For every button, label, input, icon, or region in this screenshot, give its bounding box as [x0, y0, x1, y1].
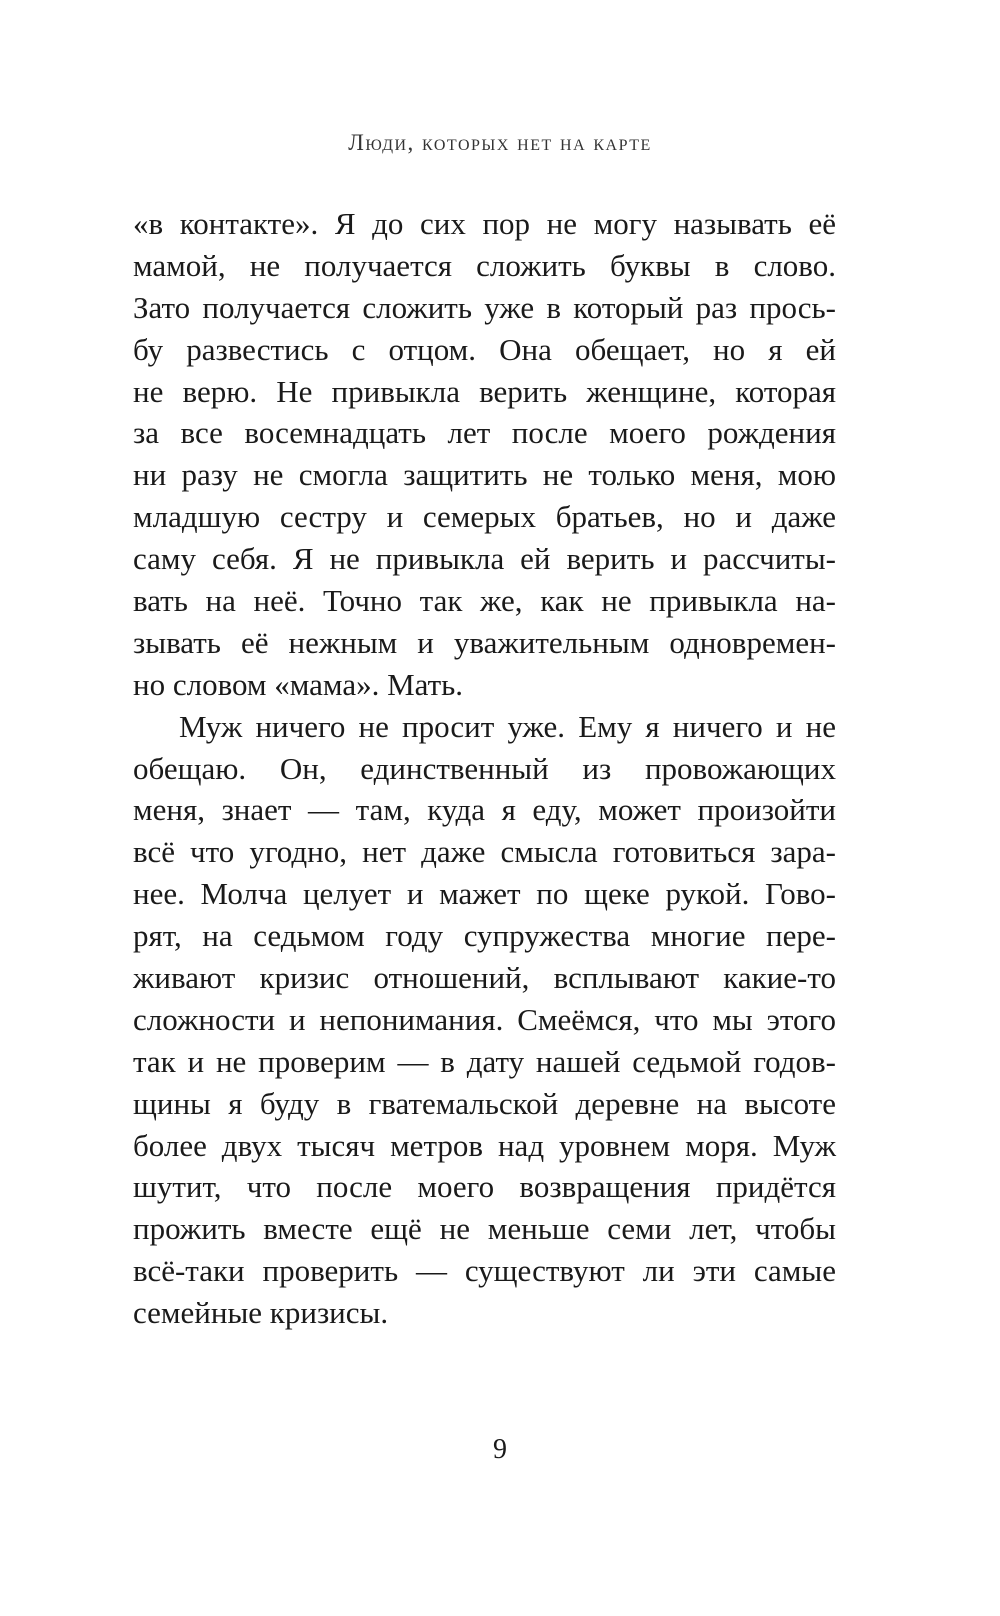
text-line: семейные кризисы.	[133, 1295, 389, 1331]
text-line: младшую сестру и семерых братьев, но и даже	[133, 499, 836, 535]
text-line: зывать её нежным и уважительным одновремен-	[133, 624, 836, 660]
text-line: но словом «мама». Мать.	[133, 666, 464, 702]
paragraph-1	[133, 203, 836, 706]
text-line: шутит, что после моего возвращения придётся	[133, 1169, 836, 1205]
text-line: мамой, не получается сложить буквы в слово.	[133, 247, 836, 283]
text-line: сложности и непонимания. Смеёмся, что мы этого	[133, 1001, 836, 1037]
text-line: прожить вместе ещё не меньше семи лет, чтобы	[133, 1211, 836, 1247]
text-line: саму себя. Я не привыкла ей верить и рассчиты-	[133, 541, 836, 577]
text-line: щины я буду в гватемальской деревне на высоте	[133, 1085, 836, 1121]
text-line: «в контакте». Я до сих пор не могу называть её	[133, 206, 836, 241]
body-text	[133, 203, 836, 1334]
page-number: 9	[493, 1434, 507, 1465]
text-line: Зато получается сложить уже в который раз прось-	[133, 289, 836, 325]
text-line: не верю. Не привыкла верить женщине, которая	[133, 373, 836, 409]
text-line: ни разу не смогла защитить не только меня, мою	[133, 457, 836, 493]
text-line: всё что угодно, нет даже смысла готовиться зара-	[133, 834, 836, 870]
text-line: обещаю. Он, единственный из провожающих	[133, 750, 836, 786]
text-line: меня, знает — там, куда я еду, может произойти	[133, 792, 836, 828]
running-head: Люди, которых нет на карте	[348, 130, 652, 155]
text-line: Муж ничего не просит уже. Ему я ничего и не	[179, 708, 836, 744]
text-line: нее. Молча целует и мажет по щеке рукой. Гово-	[133, 876, 836, 912]
text-line: за все восемнадцать лет после моего рождения	[133, 415, 836, 451]
text-line: бу развестись с отцом. Она обещает, но я ей	[133, 331, 836, 367]
paragraph-2	[133, 706, 836, 1334]
text-line: вать на неё. Точно так же, как не привыкла на-	[133, 583, 836, 619]
text-line: живают кризис отношений, всплывают какие-то	[133, 960, 836, 996]
text-line: рят, на седьмом году супружества многие пере-	[133, 918, 836, 954]
text-line: более двух тысяч метров над уровнем моря. Муж	[133, 1127, 836, 1163]
text-line: всё-таки проверить — существуют ли эти самые	[133, 1253, 836, 1289]
text-line: так и не проверим — в дату нашей седьмой годов-	[133, 1043, 836, 1079]
